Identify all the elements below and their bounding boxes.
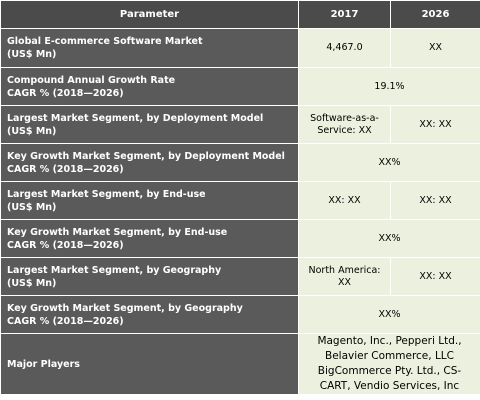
value-2017: North America: XX — [299, 258, 391, 296]
row-label — [1, 144, 299, 182]
table-row — [1, 182, 480, 220]
row-label-title: Largest Market Segment, by Deployment Model — [7, 112, 264, 124]
player-line: Belavier Commerce, LLC — [325, 350, 454, 362]
value-2026: XX: XX — [391, 258, 480, 296]
row-label-title: Global E-commerce Software Market — [7, 36, 203, 47]
major-players-list — [299, 334, 480, 395]
row-label-unit: CAGR % (2018—2026) — [7, 239, 124, 251]
row-label: Major Players — [1, 334, 299, 395]
row-label-title: Largest Market Segment, by End-use — [7, 188, 206, 200]
row-label-unit: (US$ Mn) — [7, 125, 57, 137]
row-label — [1, 68, 299, 106]
table-row — [1, 296, 480, 334]
player-line: BigCommerce Pty. Ltd., CS- — [317, 365, 462, 377]
value-2026: XX: XX — [391, 182, 480, 220]
value-2026: XX: XX — [391, 106, 480, 144]
row-label — [1, 296, 299, 334]
cagr-value: XX% — [299, 296, 480, 334]
cagr-value: 19.1% — [299, 68, 480, 106]
value-2017 — [299, 106, 391, 144]
row-label-unit: CAGR % (2018—2026) — [7, 87, 124, 99]
table-row — [1, 68, 480, 106]
table-row — [1, 29, 480, 68]
row-label-unit: (US$ Mn) — [7, 49, 57, 60]
table-row — [1, 334, 480, 395]
player-line: Magento, Inc., Pepperi Ltd., — [317, 335, 462, 347]
value-2017-line-2: Service: XX — [317, 124, 372, 136]
row-label-unit: (US$ Mn) — [7, 201, 57, 213]
row-label-title: Key Growth Market Segment, by Geography — [7, 302, 243, 314]
table-row — [1, 258, 480, 296]
year-2017-column-header: 2017 — [299, 1, 391, 29]
player-line: CART, Vendio Services, Inc — [319, 380, 460, 392]
value-2017: 4,467.0 — [299, 29, 391, 68]
value-2017: XX: XX — [299, 182, 391, 220]
table-header-row — [1, 1, 480, 29]
value-2017-line-1: Software-as-a- — [310, 112, 379, 124]
row-label-title: Key Growth Market Segment, by Deployment Model — [7, 150, 285, 162]
row-label — [1, 106, 299, 144]
row-label — [1, 29, 299, 68]
row-label — [1, 258, 299, 296]
parameter-column-header: Parameter — [1, 1, 299, 29]
row-label-unit: (US$ Mn) — [7, 277, 57, 289]
row-label-title: Key Growth Market Segment, by End-use — [7, 226, 228, 238]
row-label-unit: CAGR % (2018—2026) — [7, 315, 124, 327]
row-label — [1, 182, 299, 220]
year-2026-column-header: 2026 — [391, 1, 480, 29]
row-label — [1, 220, 299, 258]
table-row — [1, 144, 480, 182]
value-2026: XX — [391, 29, 480, 68]
cagr-value: XX% — [299, 220, 480, 258]
row-label-title: Largest Market Segment, by Geography — [7, 264, 222, 276]
table-row — [1, 106, 480, 144]
table-row — [1, 220, 480, 258]
cagr-value: XX% — [299, 144, 480, 182]
row-label-title: Compound Annual Growth Rate — [7, 74, 176, 86]
row-label-unit: CAGR % (2018—2026) — [7, 163, 124, 175]
